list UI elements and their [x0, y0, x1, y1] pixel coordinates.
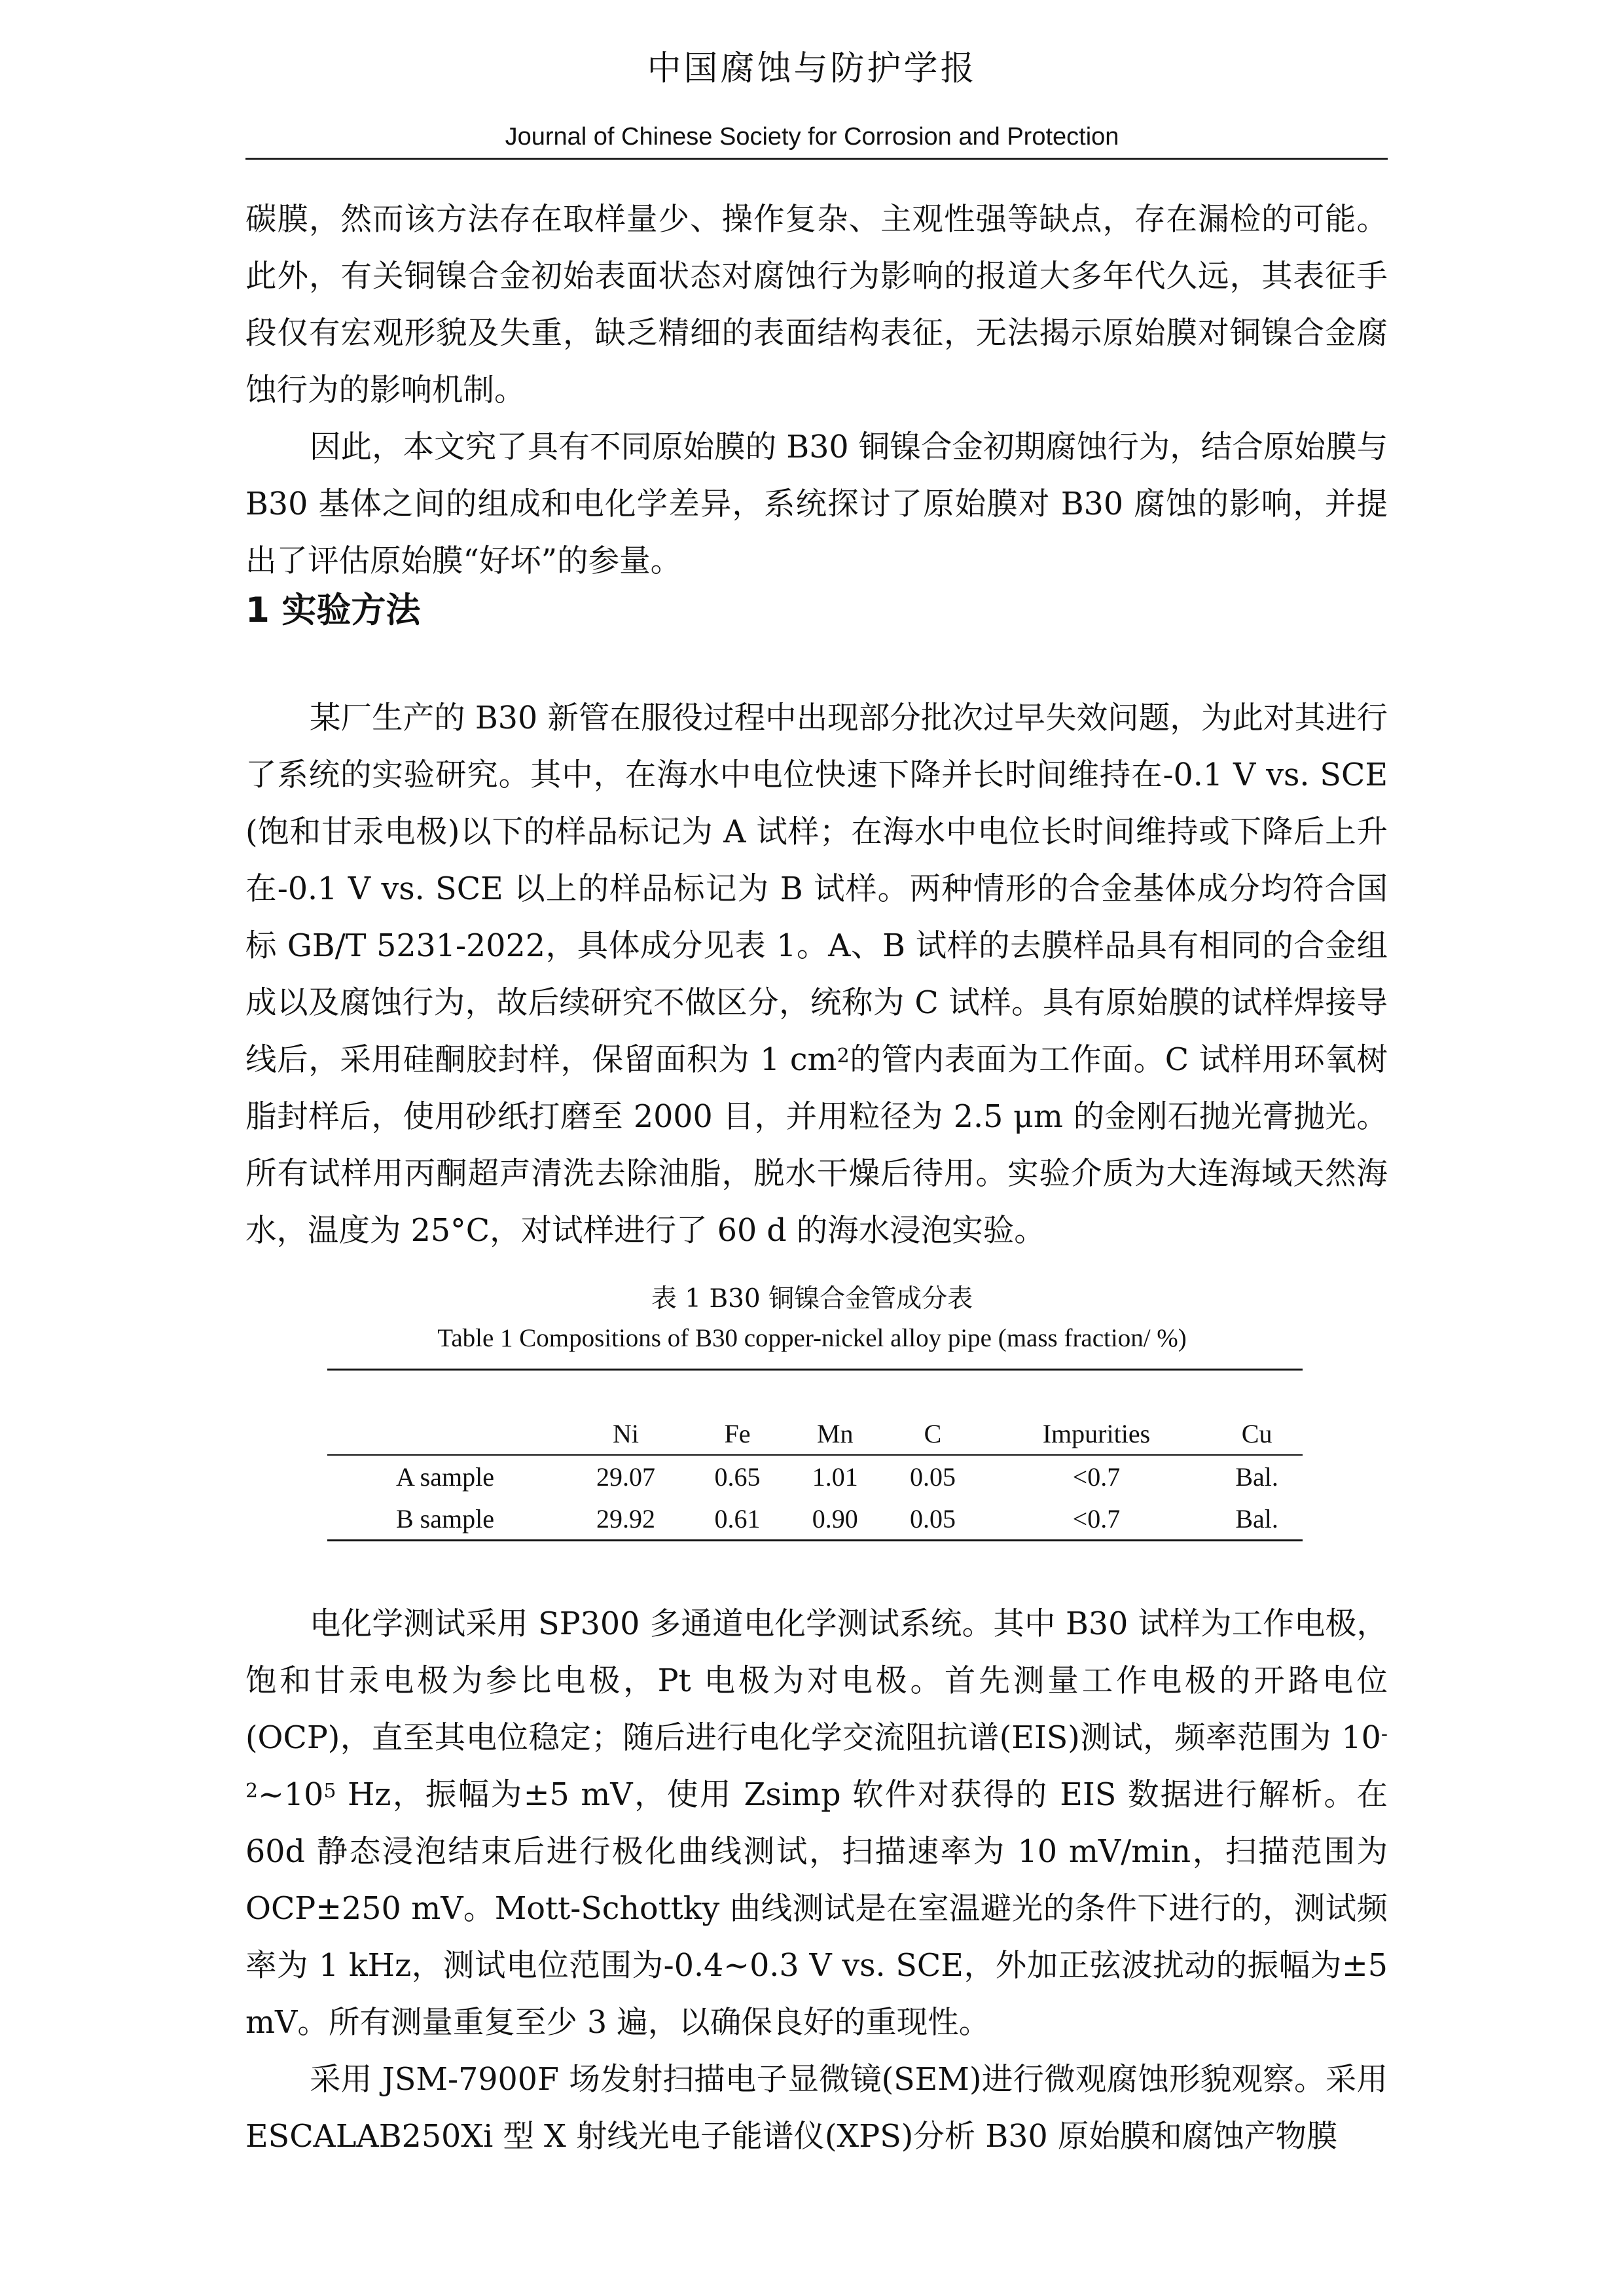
methods-block-1: [245, 690, 1388, 1259]
table-cell: B sample: [396, 1503, 494, 1534]
table-caption-cn: 表 1 B30 铜镍合金管成分表: [651, 1284, 973, 1314]
column-header: C: [924, 1418, 942, 1448]
superscript: -2: [245, 1723, 1388, 1803]
composition-table: [327, 1369, 1303, 1541]
table-cell: 0.90: [812, 1503, 858, 1534]
table-caption-en: Table 1 Compositions of B30 copper-nickel alloy pipe (mass fraction/ %): [437, 1324, 1187, 1352]
methods-2-text-a: 电化学测试采用 SP300 多通道电化学测试系统。其中 B30 试样为工作电极，饱和甘汞电极为参比电极，Pt 电极为对电极。首先测量工作电极的开路电位(OCP)，直至其电位稳定；随后进行电化学交流阻抗谱(EIS)测试，频率范围为 10: [245, 1606, 1388, 1756]
column-header: Fe: [724, 1418, 751, 1448]
table-cell: A sample: [396, 1462, 494, 1492]
superscript: 2: [837, 1045, 850, 1067]
column-header: Mn: [816, 1418, 854, 1448]
table-cell: <0.7: [1072, 1503, 1121, 1534]
table-cell: 0.65: [714, 1462, 761, 1492]
superscript: 5: [323, 1780, 336, 1803]
table-cell: 29.92: [596, 1503, 655, 1534]
table-cell: 0.05: [910, 1462, 956, 1492]
methods-block-2: [245, 1596, 1388, 2165]
table-header-row: [327, 1412, 1303, 1455]
table-cell: 0.05: [910, 1503, 956, 1534]
methods-2-text-b: ~10: [258, 1777, 324, 1813]
methods-1-text-b: 的管内表面为工作面。C 试样用环氧树脂封样后，使用砂纸打磨至 2000 目，并用粒径为 2.5 μm 的金刚石抛光膏抛光。所有试样用丙酮超声清洗去除油脂，脱水干燥后待用。实验介质为大连海域天然海水，温度为 25°C，对试样进行了 60 d 的海水浸泡实验。: [245, 1042, 1388, 1249]
paragraph-methods-3: 采用 JSM-7900F 场发射扫描电子显微镜(SEM)进行微观腐蚀形貌观察。采用 ESCALAB250Xi 型 X 射线光电子能谱仪(XPS)分析 B30 原始膜和腐蚀产物膜: [245, 2062, 1388, 2155]
table-row: [327, 1455, 1303, 1498]
paragraph-intro-2: 因此，本文究了具有不同原始膜的 B30 铜镍合金初期腐蚀行为，结合原始膜与 B30 基体之间的组成和电化学差异，系统探讨了原始膜对 B30 腐蚀的影响，并提出了评估原始膜“好坏”的参量。: [245, 429, 1388, 579]
column-header: Impurities: [1042, 1418, 1151, 1448]
paragraph-methods-2: [245, 1596, 1388, 2051]
methods-2-text-c: Hz，振幅为±5 mV，使用 Zsimp 软件对获得的 EIS 数据进行解析。在 60d 静态浸泡结束后进行极化曲线测试，扫描速率为 10 mV/min，扫描范围为 OCP±250 mV。Mott-Schottky 曲线测试是在室温避光的条件下进行的，测试频率为 1 kHz，测试电位范围为-0.4~0.3 V vs. SCE，外加正弦波扰动的振幅为±5 mV。所有测量重复至少 3 遍，以确保良好的重现性。: [245, 1777, 1388, 2041]
column-header: [327, 1412, 563, 1455]
column-header: Ni: [612, 1418, 639, 1448]
table-cell: <0.7: [1072, 1462, 1121, 1492]
section-heading: 1 实验方法: [245, 590, 421, 630]
methods-1-text-a: 某厂生产的 B30 新管在服役过程中出现部分批次过早失效问题，为此对其进行了系统的实验研究。其中，在海水中电位快速下降并长时间维持在-0.1 V vs. SCE (饱和甘汞电极)以下的样品标记为 A 试样；在海水中电位长时间维持或下降后上升在-0.1 V vs. SCE 以上的样品标记为 B 试样。两种情形的合金基体成分均符合国标 GB/T 5231-2022，具体成分见表 1。A、B 试样的去膜样品具有相同的合金组成以及腐蚀行为，故后续研究不做区分，统称为 C 试样。具有原始膜的试样焊接导线后，采用硅酮胶封样，保留面积为 1 cm: [245, 700, 1388, 1078]
header-rule: [245, 158, 1388, 160]
intro-block: [245, 191, 1388, 590]
table-spacer-row: [327, 1370, 1303, 1413]
journal-title-cn: 中国腐蚀与防护学报: [647, 49, 977, 88]
table-cell: Bal.: [1235, 1462, 1278, 1492]
table-cell: Bal.: [1235, 1503, 1278, 1534]
table-cell: 1.01: [812, 1462, 858, 1492]
journal-title-en: Journal of Chinese Society for Corrosion and Protection: [505, 123, 1119, 151]
paragraph-intro-1: 碳膜，然而该方法存在取样量少、操作复杂、主观性强等缺点，存在漏检的可能。此外，有关铜镍合金初始表面状态对腐蚀行为影响的报道大多年代久远，其表征手段仅有宏观形貌及失重，缺乏精细的表面结构表征，无法揭示原始膜对铜镍合金腐蚀行为的影响机制。: [245, 202, 1388, 408]
table-cell: 0.61: [714, 1503, 761, 1534]
table-row: [327, 1498, 1303, 1541]
table-cell: 29.07: [596, 1462, 655, 1492]
paragraph-methods-1: [245, 690, 1388, 1259]
column-header: Cu: [1241, 1418, 1272, 1448]
